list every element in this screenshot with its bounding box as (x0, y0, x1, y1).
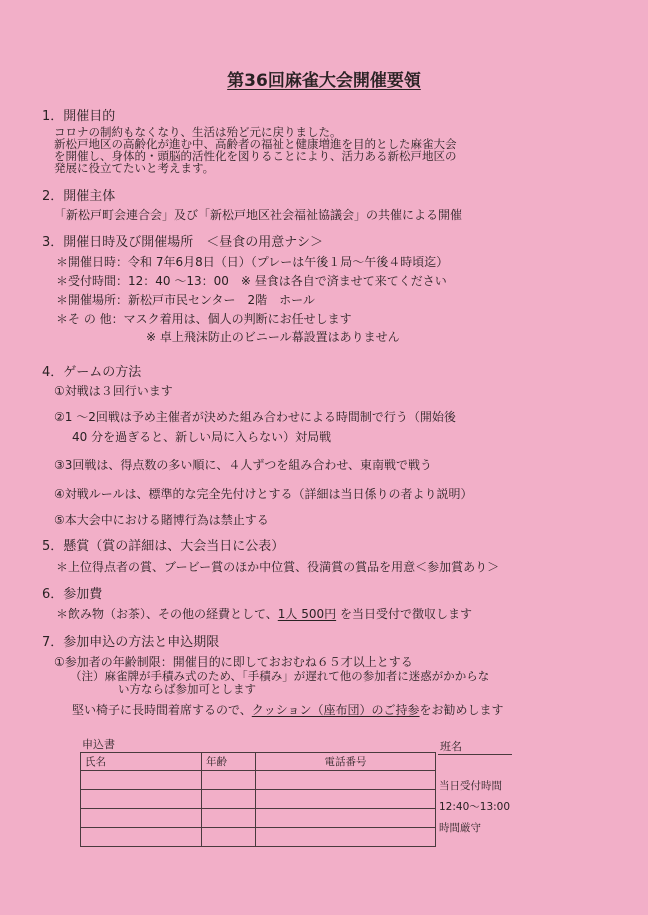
event-venue: ＊開催場所：新松戸市民センター 2階 ホール (56, 293, 315, 307)
game-item-2b: 40 分を過ぎると、新しい局に入らない）対局戦 (72, 430, 332, 444)
table-row (81, 828, 436, 847)
table-row (81, 809, 436, 828)
note-line-b: い方ならば参加可とします (118, 682, 256, 696)
section-1-heading: 1．開催目的 (42, 109, 116, 124)
name-cell[interactable] (81, 809, 202, 828)
page-title: 第36回麻雀大会開催要領 (227, 71, 421, 91)
section-6-heading: 6．参加費 (42, 587, 103, 602)
section-2-heading: 2．開催主体 (42, 189, 116, 204)
phone-cell[interactable] (256, 809, 436, 828)
section-4-heading: 4．ゲームの方法 (42, 365, 142, 380)
note-line-a: （注）麻雀牌が手積み式のため、「手積み」が遅れて他の参加者に迷惑がかからな (70, 669, 490, 683)
section-1-line-4: 発展に役立てたいと考えます。 (54, 161, 215, 175)
han-underline (438, 754, 512, 755)
age-cell[interactable] (202, 771, 256, 790)
age-limit: ①参加者の年齢制限：開催目的に即しておおむね６５才以上とする (54, 655, 413, 669)
name-cell[interactable] (81, 828, 202, 847)
table-header-row (81, 753, 436, 771)
event-date: ＊開催日時：令和 7年6月8日（日）（プレーは午後１局～午後４時頃迄） (56, 255, 449, 269)
form-label: 申込書 (82, 738, 115, 751)
vinyl-curtain-note: ※ 卓上飛沫防止のビニール幕設置はありません (146, 330, 400, 344)
name-cell[interactable] (81, 790, 202, 809)
phone-cell[interactable] (256, 771, 436, 790)
game-item-5: ⑤本大会中における賭博行為は禁止する (54, 513, 269, 527)
section-5-heading: 5．懸賞（賞の詳細は、大会当日に公表） (42, 539, 285, 554)
fee-amount: 1人 500円 (277, 607, 337, 621)
header-phone: 電話番号 (256, 753, 436, 771)
section-1-line-1: コロナの制約もなくなり、生活は殆ど元に戻りました。 (54, 125, 342, 139)
reception-time-range: 12:40～13:00 (439, 801, 511, 813)
reception-time-label: 当日受付時間 (439, 780, 502, 792)
header-age: 年齢 (202, 753, 256, 771)
application-table (80, 752, 436, 847)
fee-suffix: を当日受付で徴収します (336, 607, 472, 621)
punctuality-note: 時間厳守 (439, 822, 481, 834)
other-notes: ＊そ の 他：マスク着用は、個人の判断にお任せします (56, 312, 352, 326)
age-cell[interactable] (202, 828, 256, 847)
game-item-1: ①対戦は３回行います (54, 384, 173, 398)
fee-prefix: ＊飲み物（お茶）、その他の経費として、 (56, 607, 278, 621)
cushion-suffix: をお勧めします (419, 703, 504, 717)
prize-text: ＊上位得点者の賞、ブービー賞のほか中位賞、役満賞の賞品を用意＜参加賞あり＞ (56, 560, 500, 574)
game-item-4: ④対戦ルールは、標準的な完全先付けとする（詳細は当日係りの者より説明） (54, 487, 473, 501)
game-item-3: ③3回戦は、得点数の多い順に、４人ずつを組み合わせ、東南戦で戦う (54, 458, 433, 472)
phone-cell[interactable] (256, 790, 436, 809)
section-2-text: 「新松戸町会連合会」及び「新松戸地区社会福祉協議会」の共催による開催 (54, 208, 463, 222)
cushion-prefix: 堅い椅子に長時間着席するので、 (72, 703, 252, 717)
table-row (81, 790, 436, 809)
age-cell[interactable] (202, 809, 256, 828)
reception-time: ＊受付時間：12：40 ～13：00 ※ 昼食は各自で済ませて来てください (56, 274, 447, 288)
han-label: 班名 (440, 740, 462, 753)
age-cell[interactable] (202, 790, 256, 809)
table-row (81, 771, 436, 790)
name-cell[interactable] (81, 771, 202, 790)
section-1-line-2: 新松戸地区の高齢化が進む中、高齢者の福祉と健康増進を目的とした麻雀大会 (54, 137, 457, 151)
phone-cell[interactable] (256, 828, 436, 847)
game-item-2a: ②1 ～2回戦は予め主催者が決めた組み合わせによる時間制で行う（開始後 (54, 410, 456, 424)
header-name: 氏名 (81, 753, 202, 771)
section-1-line-3: を開催し、身体的・頭脳的活性化を図りることにより、活力ある新松戸地区の (54, 149, 457, 163)
section-7-heading: 7．参加申込の方法と申込期限 (42, 635, 220, 650)
section-3-heading: 3．開催日時及び開催場所 ＜昼食の用意ナシ＞ (42, 235, 324, 250)
cushion-text (72, 703, 504, 717)
cushion-item: クッション（座布団）のご持参 (251, 703, 420, 717)
fee-text (56, 607, 472, 621)
